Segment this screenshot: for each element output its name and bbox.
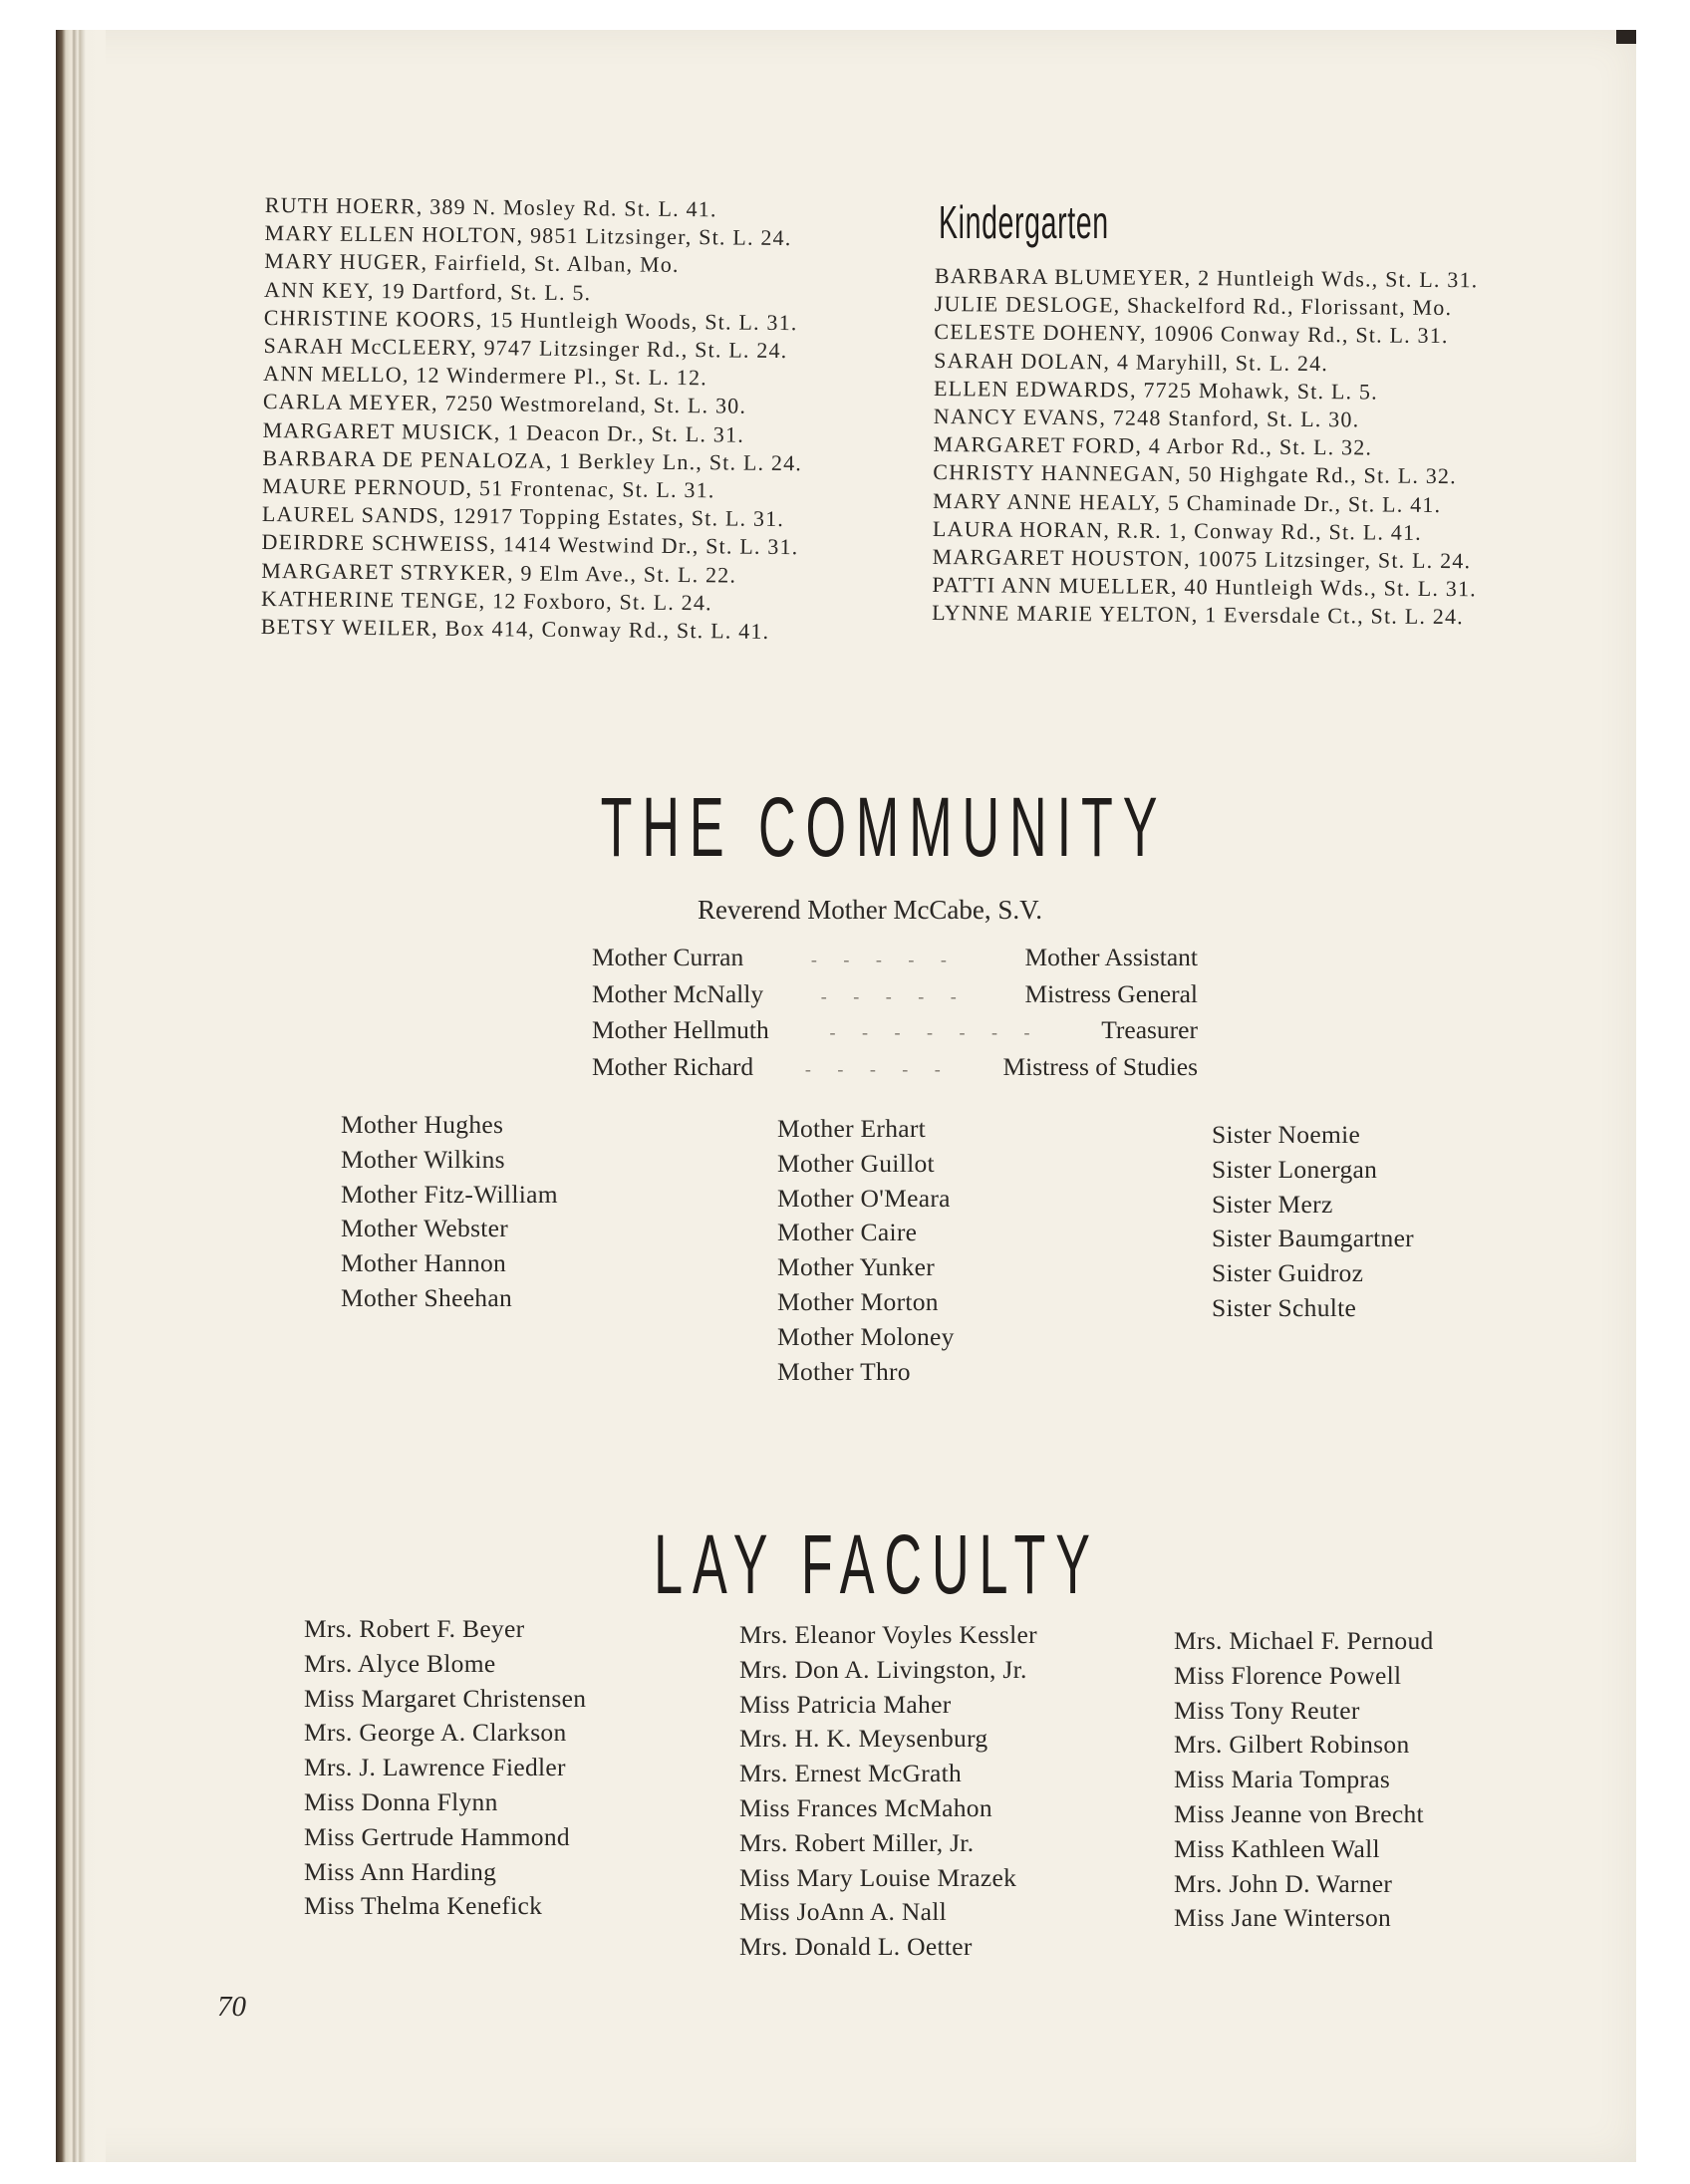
officer-row [592,977,1198,1014]
community-member: Mother O'Meara [777,1183,951,1213]
community-column-1 [341,1108,558,1316]
kindergarten-entry: MARGARET FORD, 4 Arbor Rd., St. L. 32. [933,431,1373,460]
kindergarten-entry: MARGARET HOUSTON, 10075 Litzsinger, St. L. 24. [932,544,1472,574]
student-entry: CHRISTINE KOORS, 15 Huntleigh Woods, St. L. 31. [263,304,798,335]
student-entry: MARGARET STRYKER, 9 Elm Ave., St. L. 22. [261,557,737,588]
faculty-column-1 [304,1612,586,1924]
community-member: Mother Morton [777,1286,939,1316]
faculty-member: Mrs. Robert F. Beyer [304,1614,525,1643]
student-entry: BETSY WEILER, Box 414, Conway Rd., St. L. 41. [260,614,770,644]
faculty-member: Miss Thelma Kenefick [304,1891,543,1921]
faculty-member: Miss JoAnn A. Nall [739,1897,948,1927]
officer-name: Mother McNally [592,978,764,1008]
community-member: Mother Erhart [777,1114,927,1143]
faculty-member: Miss Patricia Maher [739,1689,952,1719]
community-member: Mother Caire [777,1218,918,1247]
faculty-member: Miss Margaret Christensen [304,1683,587,1713]
kindergarten-entry: MARY ANNE HEALY, 5 Chaminade Dr., St. L. 41. [933,487,1442,517]
faculty-member: Miss Tony Reuter [1174,1695,1360,1725]
faculty-member: Mrs. Ernest McGrath [739,1759,963,1788]
community-member: Mother Thro [777,1356,911,1386]
faculty-member: Mrs. Alyce Blome [304,1648,496,1678]
student-entry: CARLA MEYER, 7250 Westmoreland, St. L. 30. [262,389,747,419]
student-entry: ANN MELLO, 12 Windermere Pl., St. L. 12. [263,361,708,391]
student-entry: MAURE PERNOUD, 51 Frontenac, St. L. 31. [262,473,715,503]
faculty-member: Mrs. Gilbert Robinson [1174,1730,1410,1760]
student-entry: MARGARET MUSICK, 1 Deacon Dr., St. L. 31. [262,416,745,447]
lay-faculty-heading: LAY FACULTY [654,1517,1100,1611]
page-corner-shadow [1616,30,1636,44]
student-list-left [261,191,805,646]
faculty-member: Miss Gertrude Hammond [304,1821,570,1851]
student-entry: MARY HUGER, Fairfield, St. Alban, Mo. [264,248,680,278]
student-entry: MARY ELLEN HOLTON, 9851 Litzsinger, St. L. 24. [264,220,792,251]
faculty-member: Miss Frances McMahon [739,1792,992,1822]
kindergarten-entry: LYNNE MARIE YELTON, 1 Eversdale Ct., St. L. 24. [932,600,1465,630]
page-number: 70 [217,1991,246,2023]
faculty-member: Miss Jane Winterson [1174,1903,1392,1933]
community-column-2 [777,1112,955,1389]
faculty-member: Miss Kathleen Wall [1174,1833,1380,1863]
community-member: Sister Guidroz [1212,1258,1364,1288]
community-member: Sister Merz [1212,1189,1333,1219]
student-entry: RUTH HOERR, 389 N. Mosley Rd. St. L. 41. [264,191,717,222]
officer-role: Treasurer [1101,1015,1198,1044]
community-member: Sister Baumgartner [1212,1224,1414,1253]
officer-list [592,941,1198,1086]
student-entry: BARBARA DE PENALOZA, 1 Berkley Ln., St. L. 24. [262,444,803,476]
faculty-member: Mrs. George A. Clarkson [304,1718,567,1748]
faculty-member: Mrs. Don A. Livingston, Jr. [739,1654,1027,1684]
leader-dots: - - - - - [820,985,968,1006]
officer-name: Mother Curran [592,943,744,971]
faculty-member: Mrs. Robert Miller, Jr. [739,1827,975,1857]
kindergarten-heading: Kindergarten [939,196,1109,248]
kindergarten-entry: LAURA HORAN, R.R. 1, Conway Rd., St. L. 41. [932,515,1423,545]
leader-dots: - - - - - [804,1058,952,1079]
community-heading: THE COMMUNITY [600,780,1168,874]
kindergarten-entry: CELESTE DOHENY, 10906 Conway Rd., St. L. 31. [934,319,1449,349]
officer-name: Mother Richard [592,1051,754,1081]
student-entry: KATHERINE TENGE, 12 Foxboro, St. L. 24. [260,585,712,616]
community-member: Mother Guillot [777,1148,935,1178]
faculty-member: Mrs. Eleanor Voyles Kessler [739,1620,1037,1649]
community-member: Mother Wilkins [341,1144,505,1174]
officer-row [592,1050,1198,1087]
kindergarten-entry: SARAH DOLAN, 4 Maryhill, St. L. 24. [934,347,1329,376]
faculty-column-3 [1174,1624,1434,1936]
community-member: Mother Hughes [341,1110,504,1139]
officer-row [592,1013,1198,1050]
community-leader: Reverend Mother McCabe, S.V. [698,895,1042,925]
community-column-3 [1212,1118,1414,1326]
faculty-member: Mrs. J. Lawrence Fiedler [304,1753,566,1782]
officer-role: Mother Assistant [1024,943,1198,971]
kindergarten-entry: JULIE DESLOGE, Shackelford Rd., Florissant, Mo. [934,291,1453,321]
faculty-member: Miss Florence Powell [1174,1660,1402,1690]
community-member: Mother Hannon [341,1248,507,1278]
student-entry: SARAH McCLEERY, 9747 Litzsinger Rd., St. L. 24. [263,333,788,364]
kindergarten-list [932,262,1479,632]
community-member: Sister Noemie [1212,1120,1361,1149]
community-member: Mother Moloney [777,1321,955,1351]
kindergarten-entry: ELLEN EDWARDS, 7725 Mohawk, St. L. 5. [933,375,1378,405]
student-entry: ANN KEY, 19 Dartford, St. L. 5. [263,276,592,305]
student-entry: DEIRDRE SCHWEISS, 1414 Westwind Dr., St. L. 31. [261,529,799,560]
faculty-member: Mrs. H. K. Meysenburg [739,1724,988,1754]
faculty-member: Miss Maria Tompras [1174,1765,1391,1794]
kindergarten-entry: NANCY EVANS, 7248 Stanford, St. L. 30. [933,404,1360,432]
community-member: Sister Lonergan [1212,1154,1378,1184]
officer-row [592,941,1198,977]
community-member: Mother Webster [341,1214,509,1243]
leader-dots: - - - - - - - [829,1022,1041,1042]
officer-role: Mistress General [1024,978,1198,1008]
faculty-member: Miss Mary Louise Mrazek [739,1862,1017,1892]
kindergarten-entry: CHRISTY HANNEGAN, 50 Highgate Rd., St. L. 32. [933,459,1457,489]
faculty-member: Mrs. John D. Warner [1174,1868,1393,1898]
community-member: Mother Yunker [777,1252,936,1282]
student-entry: LAUREL SANDS, 12917 Topping Estates, St. L. 31. [261,501,785,532]
faculty-member: Miss Donna Flynn [304,1786,498,1816]
faculty-column-2 [739,1618,1037,1965]
officer-name: Mother Hellmuth [592,1015,769,1044]
leader-dots: - - - - - [810,950,958,969]
kindergarten-entry: PATTI ANN MUELLER, 40 Huntleigh Wds., St. L. 31. [932,572,1478,602]
kindergarten-entry: BARBARA BLUMEYER, 2 Huntleigh Wds., St. L. 31. [934,262,1479,293]
faculty-member: Miss Jeanne von Brecht [1174,1798,1424,1828]
faculty-member: Miss Ann Harding [304,1856,497,1886]
officer-role: Mistress of Studies [1002,1051,1198,1081]
community-member: Sister Schulte [1212,1292,1357,1322]
faculty-member: Mrs. Michael F. Pernoud [1174,1626,1434,1655]
community-member: Mother Sheehan [341,1282,513,1312]
book-binding [56,30,106,2162]
faculty-member: Mrs. Donald L. Oetter [739,1932,973,1962]
community-member: Mother Fitz-William [341,1179,558,1209]
